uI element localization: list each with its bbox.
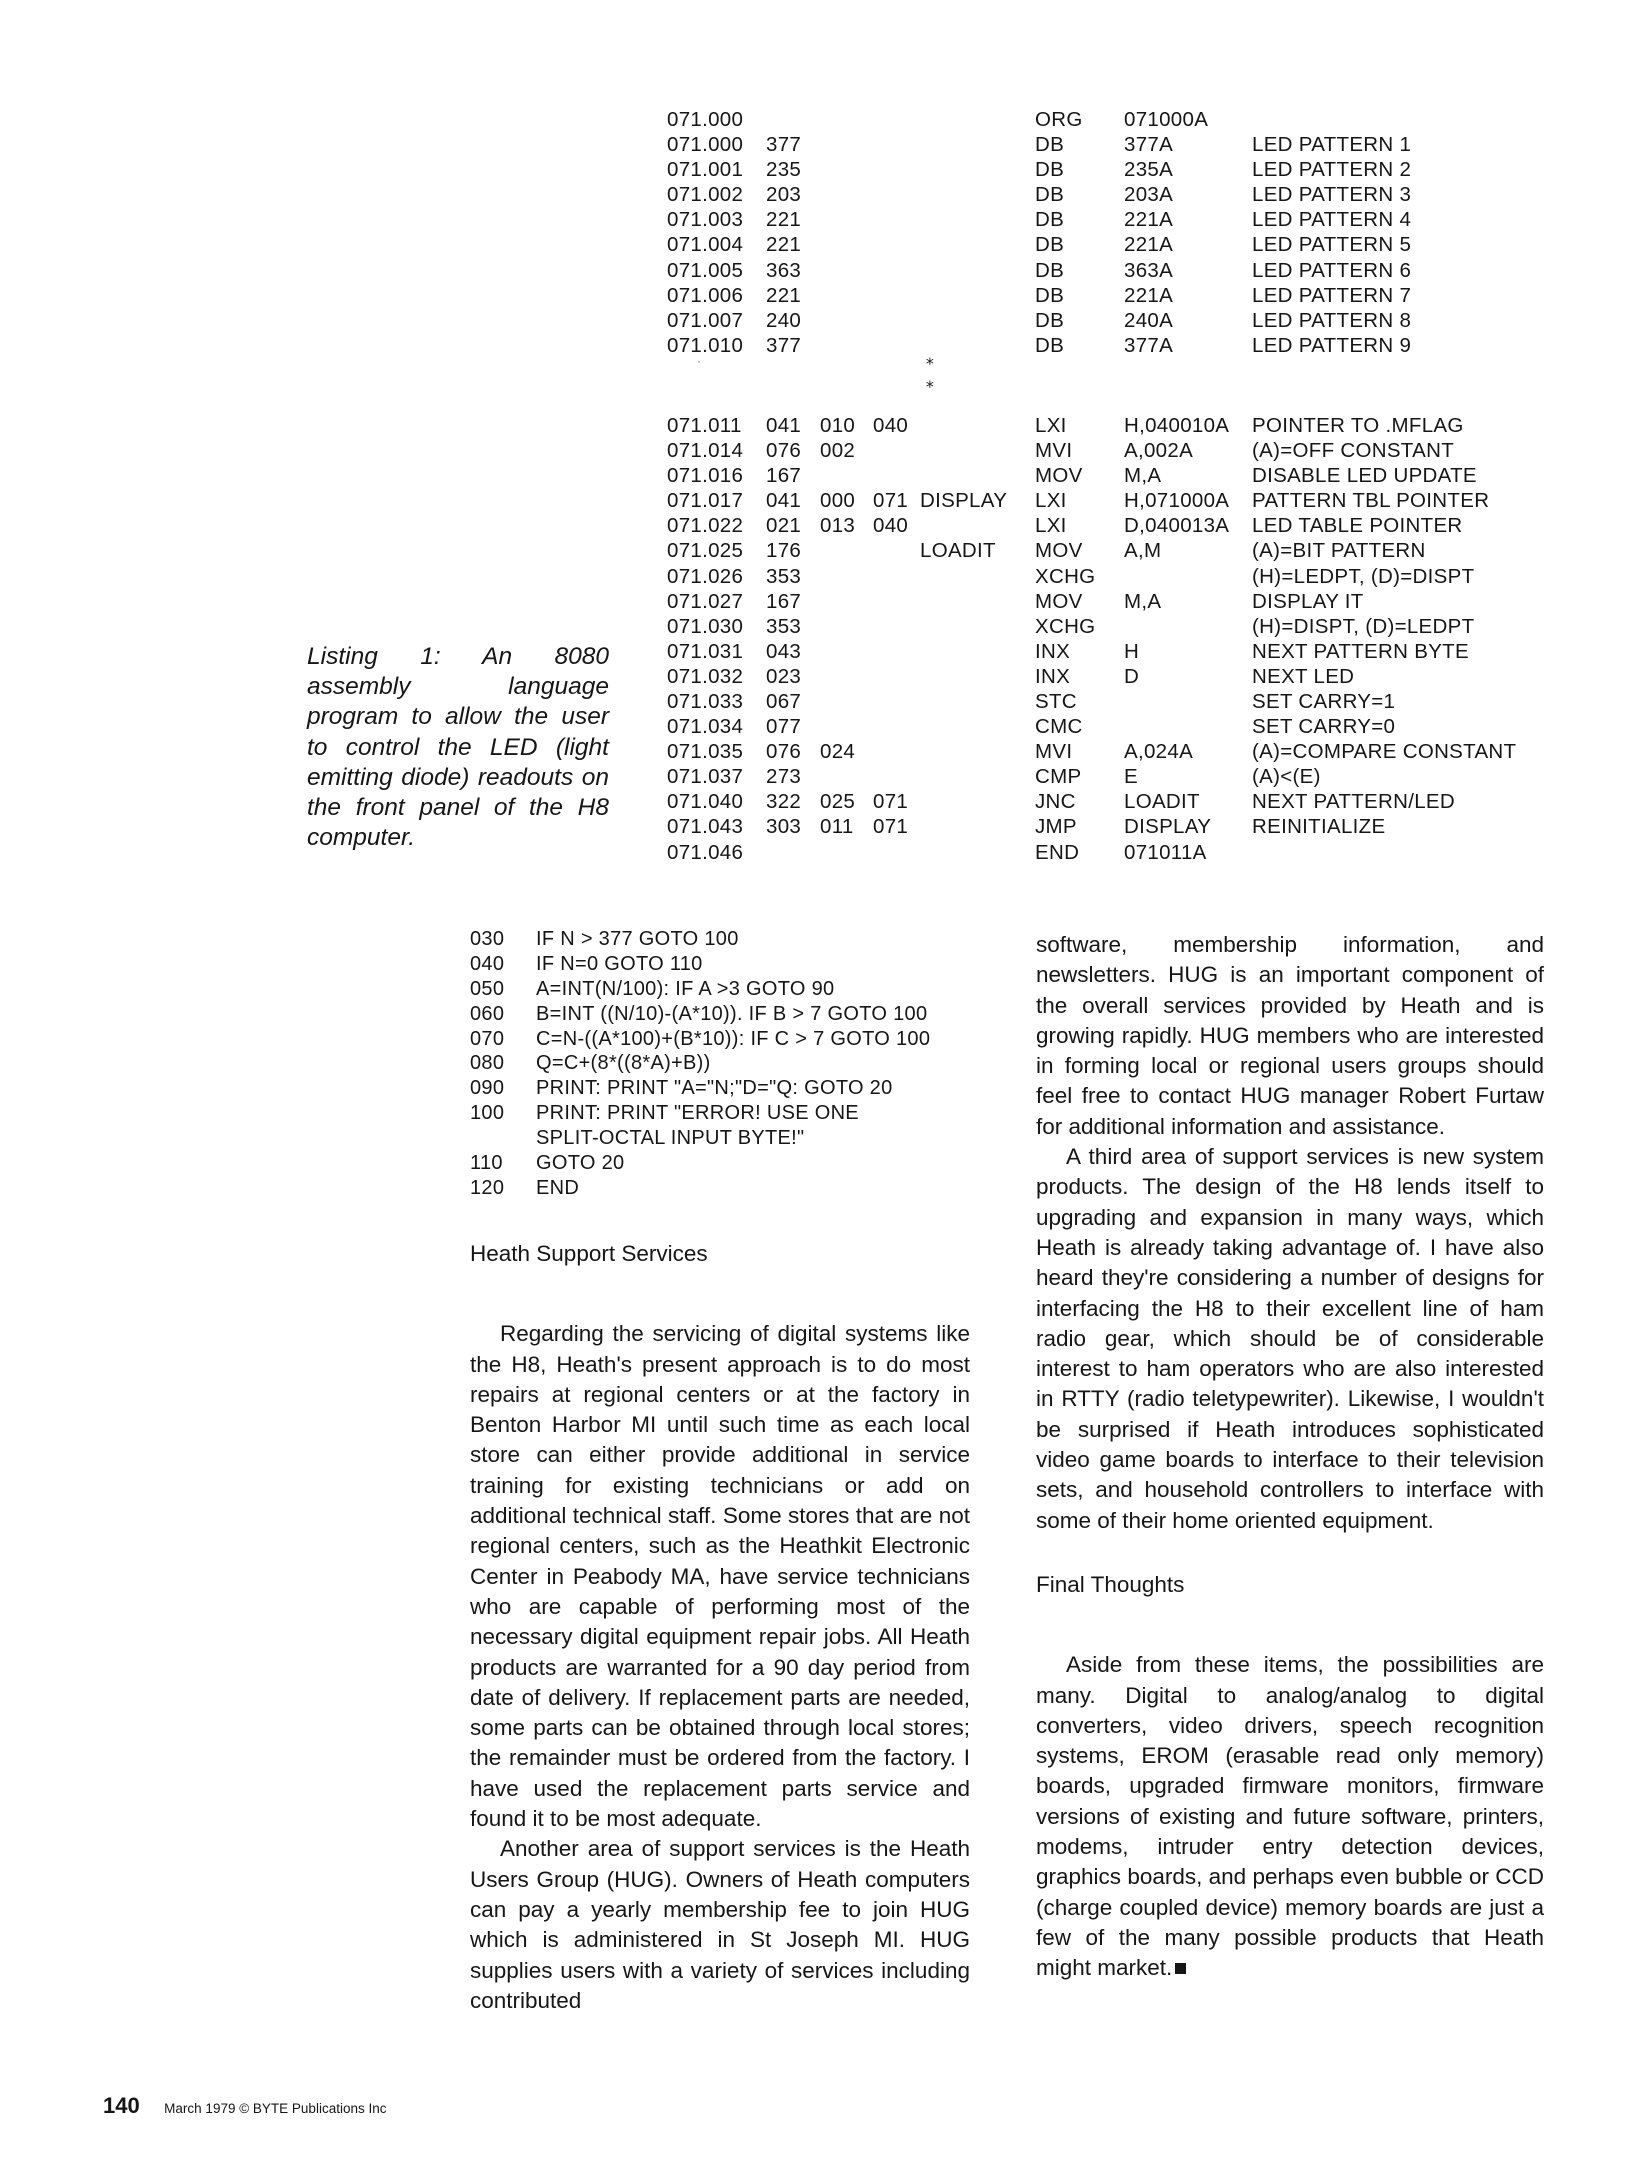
- listing-opcode: LXI: [1035, 413, 1067, 437]
- listing-byte: 203: [766, 183, 802, 207]
- basic-statement: B=INT ((N/10)-(A*10)). IF B > 7 GOTO 100: [536, 1002, 928, 1025]
- basic-statement: IF N > 377 GOTO 100: [536, 928, 739, 950]
- listing-address: 071.040: [667, 790, 744, 814]
- basic-statement: GOTO 20: [536, 1152, 625, 1175]
- listing-address: 071.046: [667, 840, 744, 864]
- listing-caption: [307, 642, 609, 853]
- listing-opcode: LXI: [1035, 514, 1067, 538]
- listing-byte: 377: [766, 133, 802, 157]
- listing-byte: 024: [820, 740, 856, 764]
- listing-opcode: ORG: [1035, 108, 1083, 131]
- listing-address: 071.016: [667, 464, 744, 488]
- listing-operand: H,040010A: [1124, 413, 1230, 437]
- listing-opcode: STC: [1035, 689, 1077, 713]
- listing-opcode: CMC: [1035, 715, 1083, 739]
- listing-address: 071.005: [667, 258, 744, 282]
- listing-line: [667, 488, 1547, 513]
- basic-statement: Q=C+(8*((8*A)+B)): [536, 1052, 711, 1075]
- listing-operand: 235A: [1124, 158, 1174, 182]
- listing-address: 071.014: [667, 439, 744, 463]
- listing-address: 071.011: [667, 413, 742, 437]
- listing-operand: 203A: [1124, 183, 1174, 207]
- listing-operand: H,071000A: [1124, 489, 1230, 513]
- basic-line-number: 070: [470, 1027, 505, 1050]
- listing-address: 071.034: [667, 715, 744, 739]
- listing-line: [667, 614, 1547, 639]
- listing-line: [667, 258, 1547, 283]
- listing-line: [667, 333, 1547, 358]
- paragraph: Regarding the servicing of digital systems like the H8, Heath's present approach is to do most repairs at regional centers or at the factory in Benton Harbor MI until such time as each local store can either provide additional in service training for existing technicians or add on additional technical staff. Some stores that are not regional centers, such as the Heathkit Electronic Center in Peabody MA, have service technicians who are capable of performing most of the necessary digital equipment repair jobs. All Heath products are warranted for a 90 day period from date of delivery. If replacement parts are needed, some parts can be obtained through local stores; the remainder must be ordered from the factory. I have used the replacement parts service and found it to be most adequate.: [470, 1321, 970, 1832]
- listing-comment: SET CARRY=1: [1252, 689, 1396, 713]
- listing-byte: 011: [820, 815, 854, 839]
- basic-statement: SPLIT-OCTAL INPUT BYTE!": [536, 1127, 805, 1150]
- basic-line-number: 050: [470, 977, 505, 1000]
- listing-label: DISPLAY: [920, 489, 1008, 513]
- basic-line-number: 040: [470, 952, 505, 975]
- listing-line: [667, 463, 1547, 488]
- listing-byte: 071: [873, 489, 909, 513]
- listing-byte: 040: [873, 514, 909, 538]
- listing-operand: H: [1124, 639, 1140, 663]
- basic-line: [470, 1051, 1010, 1076]
- listing-comment: LED TABLE POINTER: [1252, 514, 1463, 538]
- basic-line: [470, 977, 1010, 1002]
- listing-comment: LED PATTERN 4: [1252, 208, 1412, 232]
- listing-operand: A,002A: [1124, 439, 1194, 463]
- basic-line: [470, 1002, 1010, 1027]
- listing-byte: 377: [766, 333, 802, 357]
- listing-byte: 273: [766, 765, 802, 789]
- listing-opcode: DB: [1035, 308, 1065, 332]
- listing-operand: M,A: [1124, 589, 1162, 613]
- listing-byte: 041: [766, 413, 802, 437]
- listing-operand: 363A: [1124, 258, 1174, 282]
- basic-statement: PRINT: PRINT "ERROR! USE ONE: [536, 1102, 859, 1125]
- basic-line-number: 080: [470, 1052, 505, 1075]
- listing-address: 071.037: [667, 765, 744, 789]
- listing-byte: 167: [766, 464, 802, 488]
- paragraph-text: Aside from these items, the possibilities are many. Digital to analog/analog to digital converters, video drivers, speech recognition systems, EROM (erasable read only memory) boards, upgraded firmware monitors, firmware versions of existing and future software, printers, modems, intruder entry detection devices, graphics boards, and perhaps even bubble or CCD (charge coupled device) memory boards are just a few of the many possible products that Heath might market.: [1036, 1652, 1544, 1981]
- basic-line-number: 060: [470, 1002, 505, 1025]
- basic-statement: C=N-((A*100)+(B*10)): IF C > 7 GOTO 100: [536, 1027, 931, 1050]
- listing-opcode: INX: [1035, 664, 1071, 688]
- listing-address: 071.010: [667, 333, 744, 357]
- listing-byte: 167: [766, 589, 802, 613]
- listing-address: 071.031: [667, 639, 744, 663]
- listing-address: 071.025: [667, 539, 744, 563]
- listing-line: [667, 639, 1547, 664]
- listing-comment: (A)=OFF CONSTANT: [1252, 439, 1455, 463]
- listing-comment: (H)=LEDPT, (D)=DISPT: [1252, 564, 1475, 588]
- listing-byte: 002: [820, 439, 856, 463]
- listing-address: 071.022: [667, 514, 744, 538]
- listing-line: [667, 589, 1547, 614]
- article-column-left: [470, 1239, 970, 2016]
- listing-byte: 076: [766, 740, 802, 764]
- listing-opcode: MOV: [1035, 539, 1083, 563]
- listing-opcode: DB: [1035, 133, 1065, 157]
- listing-comment: LED PATTERN 1: [1252, 133, 1412, 157]
- basic-line: [470, 1076, 1010, 1101]
- listing-comment: (A)=BIT PATTERN: [1252, 539, 1426, 563]
- basic-line: [470, 1027, 1010, 1052]
- listing-opcode: DB: [1035, 333, 1065, 357]
- listing-line: [667, 538, 1547, 563]
- listing-separator: [667, 353, 1547, 382]
- listing-operand: M,A: [1124, 464, 1162, 488]
- listing-byte: 000: [820, 489, 856, 513]
- publication-credit: March 1979 © BYTE Publications Inc: [164, 2101, 387, 2116]
- listing-opcode: MOV: [1035, 589, 1083, 613]
- listing-opcode: END: [1035, 840, 1080, 864]
- listing-comment: DISABLE LED UPDATE: [1252, 464, 1477, 488]
- listing-operand: DISPLAY: [1124, 815, 1212, 839]
- basic-line: [470, 927, 1010, 952]
- section-heading: Heath Support Services: [470, 1241, 708, 1266]
- listing-comment: LED PATTERN 2: [1252, 158, 1412, 182]
- listing-comment: LED PATTERN 5: [1252, 233, 1412, 257]
- listing-operand: A,M: [1124, 539, 1162, 563]
- listing-byte: 077: [766, 715, 802, 739]
- listing-comment: (A)=COMPARE CONSTANT: [1252, 740, 1517, 764]
- listing-opcode: JNC: [1035, 790, 1076, 814]
- listing-byte: 071: [873, 790, 909, 814]
- listing-line: [667, 413, 1547, 438]
- listing-operand: 240A: [1124, 308, 1174, 332]
- listing-comment: LED PATTERN 6: [1252, 258, 1412, 282]
- listing-operand: A,024A: [1124, 740, 1194, 764]
- listing-address: 071.033: [667, 689, 744, 713]
- caption-text: Listing 1: An 8080 assembly language program to allow the user to control the LED (light emitting diode) readouts on the front panel of the H8 computer.: [307, 643, 609, 852]
- listing-address: 071.017: [667, 489, 744, 513]
- listing-line: [667, 107, 1547, 132]
- listing-opcode: DB: [1035, 283, 1065, 307]
- listing-opcode: MVI: [1035, 439, 1073, 463]
- listing-byte: 235: [766, 158, 802, 182]
- listing-opcode: DB: [1035, 183, 1065, 207]
- listing-address: 071.003: [667, 208, 744, 232]
- listing-comment: NEXT PATTERN/LED: [1252, 790, 1456, 814]
- listing-address: 071.007: [667, 308, 744, 332]
- basic-line: [470, 1176, 1010, 1201]
- listing-address: 071.000: [667, 108, 744, 131]
- listing-byte: 043: [766, 639, 802, 663]
- listing-byte: 071: [873, 815, 909, 839]
- listing-line: [667, 840, 1547, 865]
- listing-line: [667, 564, 1547, 589]
- listing-address: 071.004: [667, 233, 744, 257]
- listing-line: [667, 739, 1547, 764]
- basic-line-number: 090: [470, 1077, 505, 1100]
- basic-line: [470, 1151, 1010, 1176]
- listing-opcode: MOV: [1035, 464, 1083, 488]
- listing-code-block: [667, 413, 1547, 865]
- listing-comment: (H)=DISPT, (D)=LEDPT: [1252, 614, 1475, 638]
- listing-byte: 240: [766, 308, 802, 332]
- listing-line: [667, 664, 1547, 689]
- listing-opcode: DB: [1035, 258, 1065, 282]
- listing-table-block: [667, 107, 1547, 358]
- basic-line: [470, 952, 1010, 977]
- basic-statement: PRINT: PRINT "A="N;"D="Q: GOTO 20: [536, 1077, 893, 1100]
- listing-operand: 377A: [1124, 133, 1174, 157]
- listing-opcode: DB: [1035, 208, 1065, 232]
- basic-line: [470, 1126, 1010, 1151]
- listing-line: [667, 232, 1547, 257]
- listing-operand: LOADIT: [1124, 790, 1200, 814]
- basic-statement: A=INT(N/100): IF A >3 GOTO 90: [536, 977, 835, 1000]
- listing-byte: 221: [766, 208, 802, 232]
- listing-byte: 041: [766, 489, 802, 513]
- listing-line: [667, 814, 1547, 839]
- listing-address: 071.027: [667, 589, 744, 613]
- listing-comment: LED PATTERN 9: [1252, 333, 1412, 357]
- paragraph: A third area of support services is new system products. The design of the H8 lends itself to upgrading and expansion in many ways, which Heath is already taking advantage of. I have also heard they're considering a number of designs for interfacing the H8 to their excellent line of ham radio gear, which should be of considerable interest to ham operators who are also interested in RTTY (radio teletypewriter). Likewise, I wouldn't be surprised if Heath introduces sophisticated video game boards to interface to their television sets, and household controllers to interface with some of their home oriented equipment.: [1036, 1144, 1544, 1533]
- listing-opcode: XCHG: [1035, 614, 1096, 638]
- listing-byte: 221: [766, 233, 802, 257]
- listing-comment: LED PATTERN 7: [1252, 283, 1412, 307]
- listing-line: [667, 513, 1547, 538]
- listing-line: [667, 714, 1547, 739]
- listing-line: [667, 132, 1547, 157]
- basic-line-number: 120: [470, 1176, 505, 1199]
- listing-line: [667, 764, 1547, 789]
- listing-byte: 353: [766, 564, 802, 588]
- listing-operand: 071000A: [1124, 108, 1209, 131]
- asterisk-mark: *: [925, 353, 935, 373]
- listing-comment: NEXT LED: [1252, 664, 1355, 688]
- listing-line: [667, 207, 1547, 232]
- section-heading: Final Thoughts: [1036, 1571, 1185, 1597]
- page-number: 140: [103, 2093, 140, 2118]
- listing-operand: 221A: [1124, 233, 1174, 257]
- listing-opcode: XCHG: [1035, 564, 1096, 588]
- listing-comment: SET CARRY=0: [1252, 715, 1396, 739]
- listing-byte: 176: [766, 539, 802, 563]
- listing-byte: 023: [766, 664, 802, 688]
- listing-byte: 040: [873, 413, 909, 437]
- listing-line: [667, 789, 1547, 814]
- listing-address: 071.006: [667, 283, 744, 307]
- basic-listing: [470, 927, 1010, 1201]
- basic-line-number: 110: [470, 1152, 503, 1175]
- paragraph: [1036, 1650, 1544, 1983]
- listing-opcode: CMP: [1035, 765, 1082, 789]
- listing-comment: PATTERN TBL POINTER: [1252, 489, 1490, 513]
- listing-line: [667, 438, 1547, 463]
- listing-comment: (A)<(E): [1252, 765, 1321, 789]
- basic-statement: IF N=0 GOTO 110: [536, 952, 703, 975]
- listing-opcode: LXI: [1035, 489, 1067, 513]
- listing-address: 071.002: [667, 183, 744, 207]
- listing-comment: REINITIALIZE: [1252, 815, 1386, 839]
- page-footer: [103, 2093, 386, 2119]
- article-column-right: [1036, 930, 1544, 1984]
- listing-byte: 013: [820, 514, 856, 538]
- listing-byte: 322: [766, 790, 802, 814]
- listing-line: [667, 182, 1547, 207]
- basic-statement: END: [536, 1176, 580, 1199]
- listing-operand: 221A: [1124, 208, 1174, 232]
- listing-comment: POINTER TO .MFLAG: [1252, 413, 1464, 437]
- listing-address: 071.030: [667, 614, 744, 638]
- listing-byte: 221: [766, 283, 802, 307]
- paragraph: Another area of support services is the Heath Users Group (HUG). Owners of Heath computers can pay a yearly membership fee to join HUG which is administered in St Joseph MI. HUG supplies users with a variety of services including contributed: [470, 1836, 970, 2013]
- listing-line: [667, 308, 1547, 333]
- listing-byte: 021: [766, 514, 802, 538]
- listing-address: 071.001: [667, 158, 744, 182]
- listing-opcode: DB: [1035, 158, 1065, 182]
- listing-address: 071.035: [667, 740, 744, 764]
- end-mark-icon: [1175, 1963, 1186, 1974]
- basic-line-number: 100: [470, 1102, 505, 1125]
- listing-operand: D,040013A: [1124, 514, 1230, 538]
- asterisk-mark: *: [925, 377, 935, 397]
- listing-comment: DISPLAY IT: [1252, 589, 1364, 613]
- listing-byte: 353: [766, 614, 802, 638]
- listing-address: 071.043: [667, 815, 744, 839]
- listing-opcode: INX: [1035, 639, 1071, 663]
- listing-operand: 377A: [1124, 333, 1174, 357]
- listing-opcode: JMP: [1035, 815, 1077, 839]
- listing-opcode: MVI: [1035, 740, 1073, 764]
- listing-byte: 025: [820, 790, 856, 814]
- paragraph: software, membership information, and newsletters. HUG is an important component of the overall services provided by Heath and is growing rapidly. HUG members who are interested in forming local or regional users groups should feel free to contact HUG manager Robert Furtaw for additional information and assistance.: [1036, 932, 1544, 1139]
- listing-label: LOADIT: [920, 539, 996, 563]
- listing-byte: 010: [820, 413, 856, 437]
- listing-comment: LED PATTERN 3: [1252, 183, 1412, 207]
- listing-byte: 363: [766, 258, 802, 282]
- listing-opcode: DB: [1035, 233, 1065, 257]
- listing-line: [667, 157, 1547, 182]
- listing-address: 071.000: [667, 133, 744, 157]
- listing-comment: NEXT PATTERN BYTE: [1252, 639, 1469, 663]
- assembly-listing: [667, 107, 1547, 865]
- listing-operand: E: [1124, 765, 1138, 789]
- basic-line-number: 030: [470, 928, 505, 950]
- listing-operand: D: [1124, 664, 1140, 688]
- listing-line: [667, 689, 1547, 714]
- listing-operand: 221A: [1124, 283, 1174, 307]
- listing-address: 071.026: [667, 564, 744, 588]
- listing-byte: 067: [766, 689, 802, 713]
- listing-line: [667, 283, 1547, 308]
- listing-comment: LED PATTERN 8: [1252, 308, 1412, 332]
- basic-line: [470, 1101, 1010, 1126]
- listing-byte: 076: [766, 439, 802, 463]
- stray-dot: ·: [697, 353, 702, 368]
- listing-address: 071.032: [667, 664, 744, 688]
- listing-operand: 071011A: [1124, 840, 1207, 864]
- listing-separator: [667, 377, 1547, 405]
- listing-byte: 303: [766, 815, 802, 839]
